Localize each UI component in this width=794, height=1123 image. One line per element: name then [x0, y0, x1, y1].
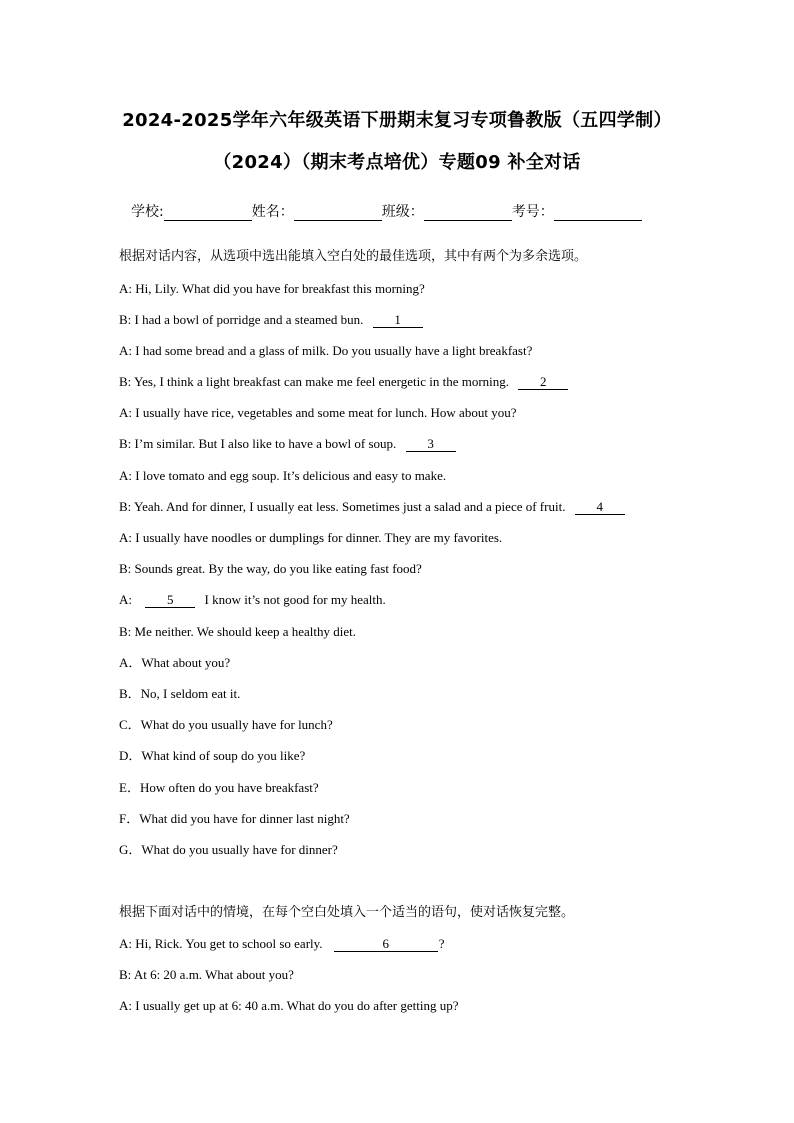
answer-blank[interactable]: 1 — [373, 313, 423, 328]
option-text: No, I seldom eat it. — [140, 686, 241, 701]
name-blank[interactable] — [294, 204, 382, 221]
option-text: What about you? — [141, 655, 231, 670]
option-letter: G． — [119, 842, 142, 857]
class-blank[interactable] — [424, 204, 512, 221]
school-blank[interactable] — [164, 204, 252, 221]
document-title-line1: 2024-2025学年六年级英语下册期末复习专项鲁教版（五四学制） — [122, 110, 672, 131]
dialogue-line: A: I usually get up at 6: 40 a.m. What do you do after getting up? — [119, 998, 459, 1013]
dialogue-line: B: I had a bowl of porridge and a steamed bun. 1 — [119, 312, 423, 328]
dialogue-line: A: I usually have noodles or dumplings for dinner. They are my favorites. — [119, 530, 503, 545]
student-info-row — [131, 201, 642, 221]
dialogue-line: A: Hi, Rick. You get to school so early. 6 ? — [119, 936, 445, 951]
option-letter: B． — [119, 686, 141, 701]
answer-blank[interactable]: 6 — [334, 937, 438, 952]
class-label: 班级： — [381, 204, 424, 220]
option-text: What do you usually have for lunch? — [140, 717, 333, 732]
option-text: What did you have for dinner last night? — [139, 811, 350, 826]
option-letter: F． — [119, 811, 140, 826]
dialogue-line: A: I usually have rice, vegetables and some meat for lunch. How about you? — [119, 405, 517, 420]
option-item[interactable] — [119, 655, 230, 671]
option-text: What kind of soup do you like? — [141, 748, 306, 763]
option-text: How often do you have breakfast? — [139, 780, 319, 795]
dialogue-line: B: Me neither. We should keep a healthy diet. — [119, 624, 356, 639]
option-item[interactable] — [119, 686, 240, 702]
option-item[interactable] — [119, 717, 333, 733]
dialogue-line: B: Sounds great. By the way, do you like eating fast food? — [119, 561, 422, 576]
answer-blank[interactable]: 4 — [575, 500, 625, 515]
dialogue-line: A: Hi, Lily. What did you have for breakfast this morning? — [119, 281, 425, 296]
section1-instruction: 根据对话内容，从选项中选出能填入空白处的最佳选项，其中有两个为多余选项。 — [119, 249, 588, 264]
dialogue-line: A: 5 I know it’s not good for my health. — [119, 592, 386, 607]
dialogue-line: B: I’m similar. But I also like to have a bowl of soup. 3 — [119, 436, 456, 452]
document-title-line2: （2024）（期末考点培优）专题09 补全对话 — [213, 152, 581, 173]
dialogue-line: B: At 6: 20 a.m. What about you? — [119, 967, 294, 982]
option-text: What do you usually have for dinner? — [141, 842, 338, 857]
option-item[interactable] — [119, 811, 350, 827]
answer-blank[interactable]: 3 — [406, 437, 456, 452]
answer-blank[interactable]: 5 — [145, 593, 195, 608]
option-item[interactable] — [119, 748, 305, 764]
school-label: 学校: — [131, 204, 164, 220]
dialogue-line: A: I had some bread and a glass of milk. Do you usually have a light breakfast? — [119, 343, 533, 358]
option-letter: A． — [119, 655, 142, 670]
id-blank[interactable] — [554, 204, 642, 221]
dialogue-line: B: Yes, I think a light breakfast can make me feel energetic in the morning. 2 — [119, 374, 568, 390]
option-letter: D． — [119, 748, 142, 763]
name-label: 姓名： — [251, 204, 294, 220]
option-letter: E． — [119, 780, 140, 795]
section2-instruction: 根据下面对话中的情境，在每个空白处填入一个适当的语句，使对话恢复完整。 — [119, 905, 575, 920]
answer-blank[interactable]: 2 — [518, 375, 568, 390]
dialogue-line: A: I love tomato and egg soup. It’s delicious and easy to make. — [119, 468, 447, 483]
option-letter: C． — [119, 717, 141, 732]
dialogue-line: B: Yeah. And for dinner, I usually eat less. Sometimes just a salad and a piece of fruit. 4 — [119, 499, 625, 515]
option-item[interactable] — [119, 780, 319, 796]
id-label: 考号： — [511, 204, 554, 220]
option-item[interactable] — [119, 842, 338, 858]
